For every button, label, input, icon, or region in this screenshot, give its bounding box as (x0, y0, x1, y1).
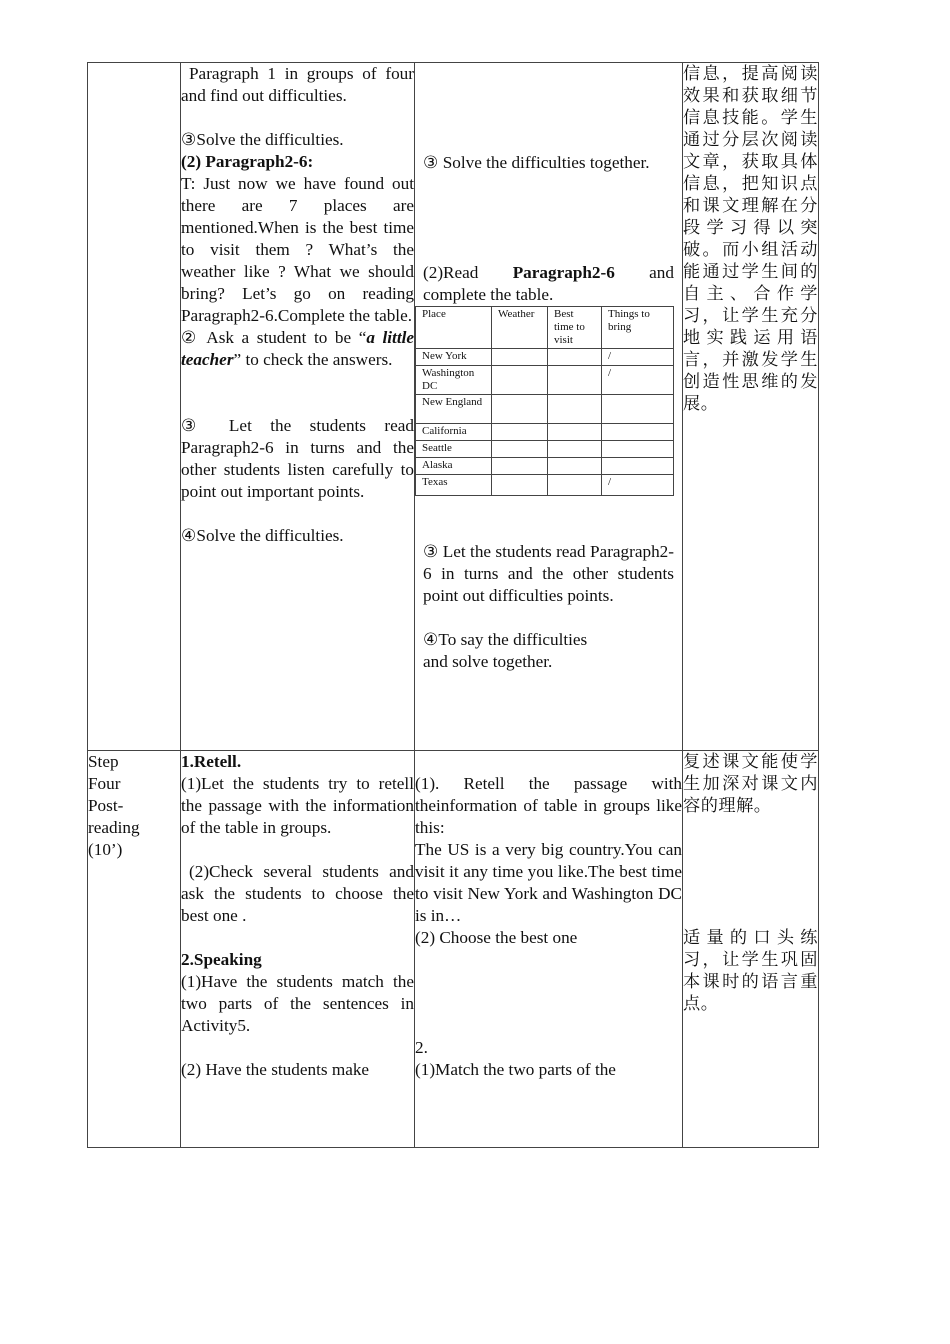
lesson-plan-table (87, 62, 819, 1148)
teacher-text (181, 327, 414, 371)
place-cell: California (416, 424, 492, 441)
step-cell (88, 751, 181, 1148)
fill-table-row (416, 441, 674, 458)
student-text: ③ Solve the difficulties together. (423, 153, 650, 172)
teacher-text: (1)Let the students try to retell the passage with the information of the table in groups. (181, 774, 414, 837)
step-time: (10’) (88, 840, 123, 859)
place-cell: New England (416, 395, 492, 424)
student-activity-cell (415, 63, 683, 751)
student-text: (2) Choose the best one (415, 928, 578, 947)
step-cell-empty (88, 63, 181, 751)
things-cell (602, 395, 674, 424)
purpose-text: 复述课文能使学生加深对课文内容的理解。 (683, 752, 818, 816)
teacher-heading: 2.Speaking (181, 950, 262, 969)
text-segment: and complete the table. (423, 263, 674, 304)
teacher-text: (1)Have the students match the two parts of the sentences in Activity5. (181, 972, 414, 1035)
fill-table-row (416, 458, 674, 475)
teacher-text: ③ Let the students read Paragraph2-6 in turns and the other students listen carefully to point out important points. (181, 416, 414, 501)
fill-table-row (416, 366, 674, 395)
header-weather: Weather (492, 307, 548, 349)
fill-table-row (416, 424, 674, 441)
bold-text: Paragraph2-6 (512, 263, 615, 282)
weather-cell (492, 458, 548, 475)
teacher-text: ③Solve the difficulties. (181, 130, 344, 149)
best-time-cell (548, 349, 602, 366)
teacher-heading: (2) Paragraph2-6: (181, 152, 314, 171)
fill-table-row (416, 349, 674, 366)
step-label: reading (88, 818, 140, 837)
best-time-cell (548, 441, 602, 458)
teacher-text: ④Solve the difficulties. (181, 526, 344, 545)
best-time-cell (548, 458, 602, 475)
student-text (423, 262, 674, 306)
text-segment: (2)Read (423, 263, 513, 282)
teacher-activity-cell (181, 751, 415, 1148)
teacher-text: (2)Check several students and ask the students to choose the best one . (181, 862, 414, 925)
weather-cell (492, 441, 548, 458)
student-text: ④To say the difficulties (423, 630, 588, 649)
step-label: Post- (88, 796, 124, 815)
fill-table-header (416, 307, 674, 349)
student-text: ③ Let the students read Paragraph2-6 in turns and the other students point out difficulties points. (423, 542, 674, 605)
text-segment: ” to check the answers. (233, 350, 393, 369)
student-text: 2. (415, 1038, 428, 1057)
fill-table-row (416, 395, 674, 424)
best-time-cell (548, 395, 602, 424)
emphasis-text: a little teacher (181, 328, 414, 369)
purpose-text: 适量的口头练习，让学生巩固本课时的语言重点。 (683, 928, 818, 1014)
header-place: Place (416, 307, 492, 349)
step-label: Four (88, 774, 121, 793)
teacher-activity-cell (181, 63, 415, 751)
table-row-reading (88, 63, 819, 751)
teacher-text: (2) Have the students make (181, 1060, 370, 1079)
text-segment: ② Ask a student to be “ (181, 328, 367, 347)
place-cell: Alaska (416, 458, 492, 475)
place-cell: Texas (416, 475, 492, 496)
step-label: Step (88, 752, 119, 771)
place-cell: Seattle (416, 441, 492, 458)
student-activity-cell (415, 751, 683, 1148)
place-cell: New York (416, 349, 492, 366)
things-cell (602, 424, 674, 441)
weather-cell (492, 475, 548, 496)
fill-table-row (416, 475, 674, 496)
best-time-cell (548, 475, 602, 496)
student-text: (1). Retell the passage with theinformation of table in groups like this: (415, 774, 682, 837)
purpose-cell (683, 63, 819, 751)
student-text: The US is a very big country.You can visit it any time you like.The best time to visit New York and Washington DC is in… (415, 840, 682, 925)
things-cell: / (602, 366, 674, 395)
teacher-heading: 1.Retell. (181, 752, 242, 771)
table-row-post-reading (88, 751, 819, 1148)
fill-in-table (415, 306, 674, 496)
place-cell: Washington DC (416, 366, 492, 395)
things-cell (602, 441, 674, 458)
purpose-text: 信息，提高阅读效果和获取细节信息技能。学生通过分层次阅读文章，获取具体信息，把知识点和课文理解在分段学习得以突破。而小组活动能通过学生间的自主、合作学习，让学生充分地实践运用语言，并激发学生创造性思维的发展。 (683, 64, 818, 414)
things-cell: / (602, 349, 674, 366)
weather-cell (492, 366, 548, 395)
header-best-time: Best time to visit (548, 307, 602, 349)
best-time-cell (548, 424, 602, 441)
purpose-cell (683, 751, 819, 1148)
teacher-text: Paragraph 1 in groups of four and find out difficulties. (181, 64, 414, 105)
weather-cell (492, 395, 548, 424)
student-text: and solve together. (423, 652, 553, 671)
header-things: Things to bring (602, 307, 674, 349)
weather-cell (492, 349, 548, 366)
teacher-text: T: Just now we have found out there are 7 places are mentioned.When is the best time to visit them ? What’s the weather like ? What we should bring? Let’s go on reading Paragraph2-6.Complete the table. (181, 174, 414, 325)
things-cell (602, 458, 674, 475)
best-time-cell (548, 366, 602, 395)
student-text: (1)Match the two parts of the (415, 1060, 616, 1079)
things-cell: / (602, 475, 674, 496)
weather-cell (492, 424, 548, 441)
